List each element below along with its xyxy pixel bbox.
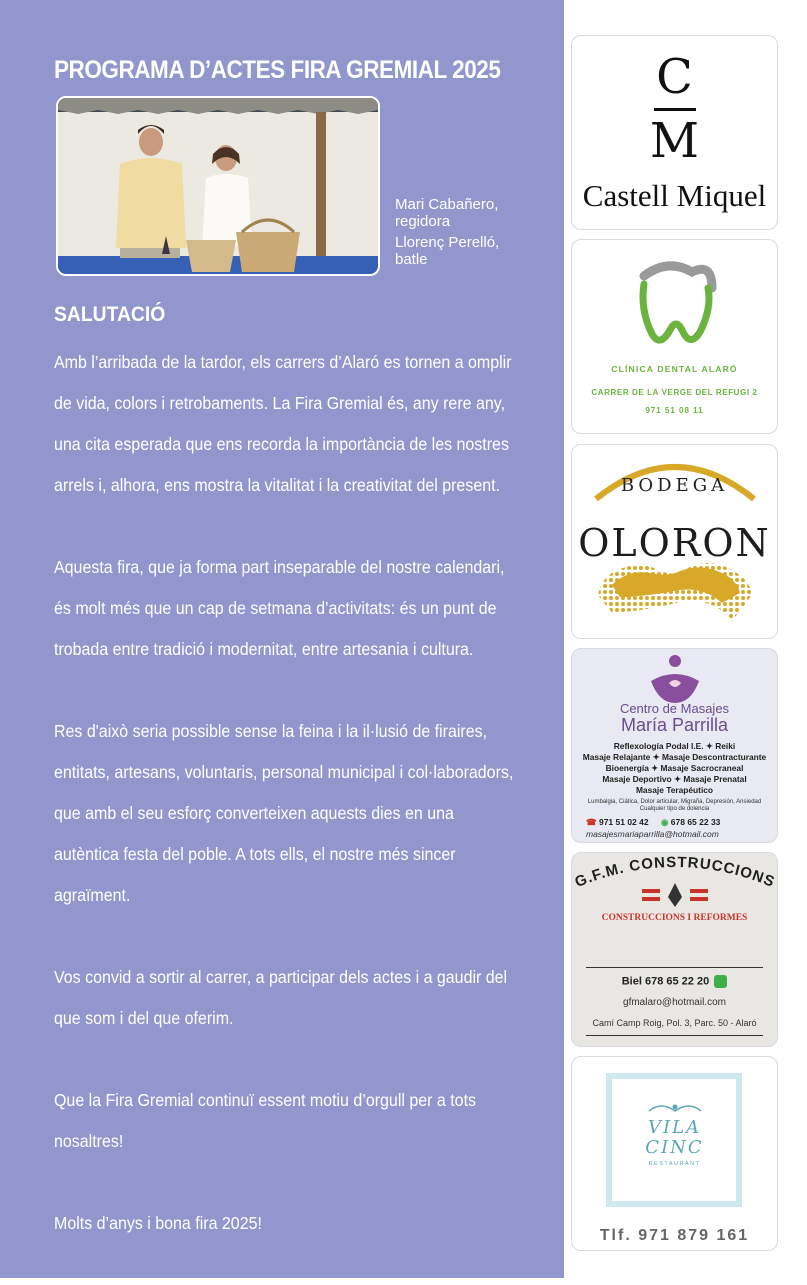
caption-line: Llorenç Perelló, <box>395 234 500 251</box>
paragraph: Amb l’arribada de la tardor, els carrers d’Alaró es tornen a omplir de vida, colors i retrobaments. La Fira Gremial és, any rere any, una cita esperada que ens recorda la importància de les nostres arrels i, alhora, ens mostra la vitalitat i la creativitat del present. <box>54 352 512 495</box>
caption-line: Mari Cabañero, <box>395 196 499 213</box>
cm-divider <box>654 108 696 111</box>
masajes-ad <box>571 648 778 843</box>
gfm-email: gfmalaro@hotmail.com <box>623 997 726 1008</box>
vila-line2: CINC <box>645 1137 704 1158</box>
whatsapp-icon: ◉ <box>660 817 669 827</box>
page-title: PROGRAMA D’ACTES FIRA GREMIAL 2025 <box>54 56 501 84</box>
bodega-arc-text: BODEGA <box>620 475 729 496</box>
dental-name: CLÍNICA DENTAL ALARÓ <box>611 364 738 374</box>
gfm-ad <box>571 852 778 1047</box>
photo-caption <box>395 196 499 268</box>
masajes-phones <box>586 817 769 828</box>
gfm-address: Camí Camp Roig, Pol. 3, Parc. 50 - Alaró <box>592 1018 757 1028</box>
dental-clinic-ad <box>571 239 778 434</box>
vila-line1: VILA <box>647 1117 702 1138</box>
cm-monogram-top: C <box>656 49 693 105</box>
vila-phone: Tlf. 971 879 161 <box>599 1227 750 1244</box>
officials-photo <box>56 96 380 276</box>
photo-illustration <box>58 98 378 274</box>
service-line: Masaje Terapéutico <box>635 785 714 795</box>
service-line: Masaje Deportivo ✦ Masaje Prenatal <box>602 774 747 784</box>
masajes-phone1: 971 51 02 42 <box>598 817 649 827</box>
lotus-hands-icon <box>645 653 705 705</box>
masajes-services <box>572 741 777 796</box>
section-heading: SALUTACIÓ <box>54 303 166 326</box>
gfm-brick-logo <box>572 853 778 913</box>
masajes-ailments-2: Cualquier tipo de dolencia <box>639 806 710 812</box>
castell-miquel-ad <box>571 35 778 230</box>
caption-line: regidora <box>395 213 451 230</box>
ornament-icon <box>645 1101 705 1117</box>
masajes-phone2: 678 65 22 33 <box>670 817 721 827</box>
masajes-line1: Centro de Masajes <box>619 701 730 716</box>
dental-phone: 971 51 08 11 <box>645 406 704 415</box>
service-line: Reflexología Podal I.E. ✦ Reiki <box>613 741 736 751</box>
gfm-tagline: CONSTRUCCIONS I REFORMES <box>601 913 748 923</box>
paragraph: Aquesta fira, que ja forma part inseparable del nostre calendari, és molt més que un cap de setmana d’activitats: és un punt de trobada entre tradició i modernitat, entre artesania i cultura. <box>54 557 505 659</box>
phone-icon: ☎ <box>586 817 597 827</box>
paragraph: Res d'això seria possible sense la feina i la il·lusió de firaires, entitats, artesans, voluntaris, personal municipal i col·laboradors, que amb el seu esforç converteixen aquests dies en una autèntica festa del poble. A tots ells, el nostre més sincer agraïment. <box>54 721 514 905</box>
service-line: Masaje Relajante ✦ Masaje Descontracturante <box>582 752 767 762</box>
caption-line: batle <box>395 251 428 268</box>
whatsapp-icon <box>714 975 727 988</box>
gfm-arc-name: G.F.M. CONSTRUCCIONS <box>572 853 778 891</box>
service-line: Bioenergía ✦ Masaje Sacrocraneal <box>605 763 744 773</box>
masajes-line2: María Parrilla <box>620 715 729 735</box>
bodega-name: OLORON <box>578 521 771 565</box>
paragraph: Vos convid a sortir al carrer, a participar dels actes i a gaudir del que som i del que oferim. <box>54 967 508 1028</box>
gfm-divider <box>586 967 763 968</box>
vila-cinc-ad <box>571 1056 778 1251</box>
masajes-email: masajesmariaparrilla@hotmail.com <box>586 829 719 839</box>
dental-address: CARRER DE LA VERGE DEL REFUGI 2 <box>591 388 758 397</box>
bodega-oloron-ad <box>571 444 778 639</box>
gfm-bottom-rule <box>586 1035 763 1036</box>
gfm-phone: Biel 678 65 22 20 <box>621 975 710 988</box>
gfm-contact <box>572 975 777 988</box>
paragraph: Molts d’anys i bona fira 2025! <box>54 1213 262 1233</box>
greeting-text <box>54 342 514 1285</box>
cm-monogram-bottom: M <box>649 113 700 169</box>
vila-sub: RESTAURANT <box>648 1161 701 1167</box>
masajes-ailments: Lumbalgia, Ciática, Dolor articular, Migraña, Depresión, Ansiedad <box>587 799 762 805</box>
tooth-icon <box>572 248 778 358</box>
paragraph: Que la Fira Gremial continuï essent motiu d’orgull per a tots nosaltres! <box>54 1090 477 1151</box>
cm-brand-name: Castell Miquel <box>582 178 767 213</box>
